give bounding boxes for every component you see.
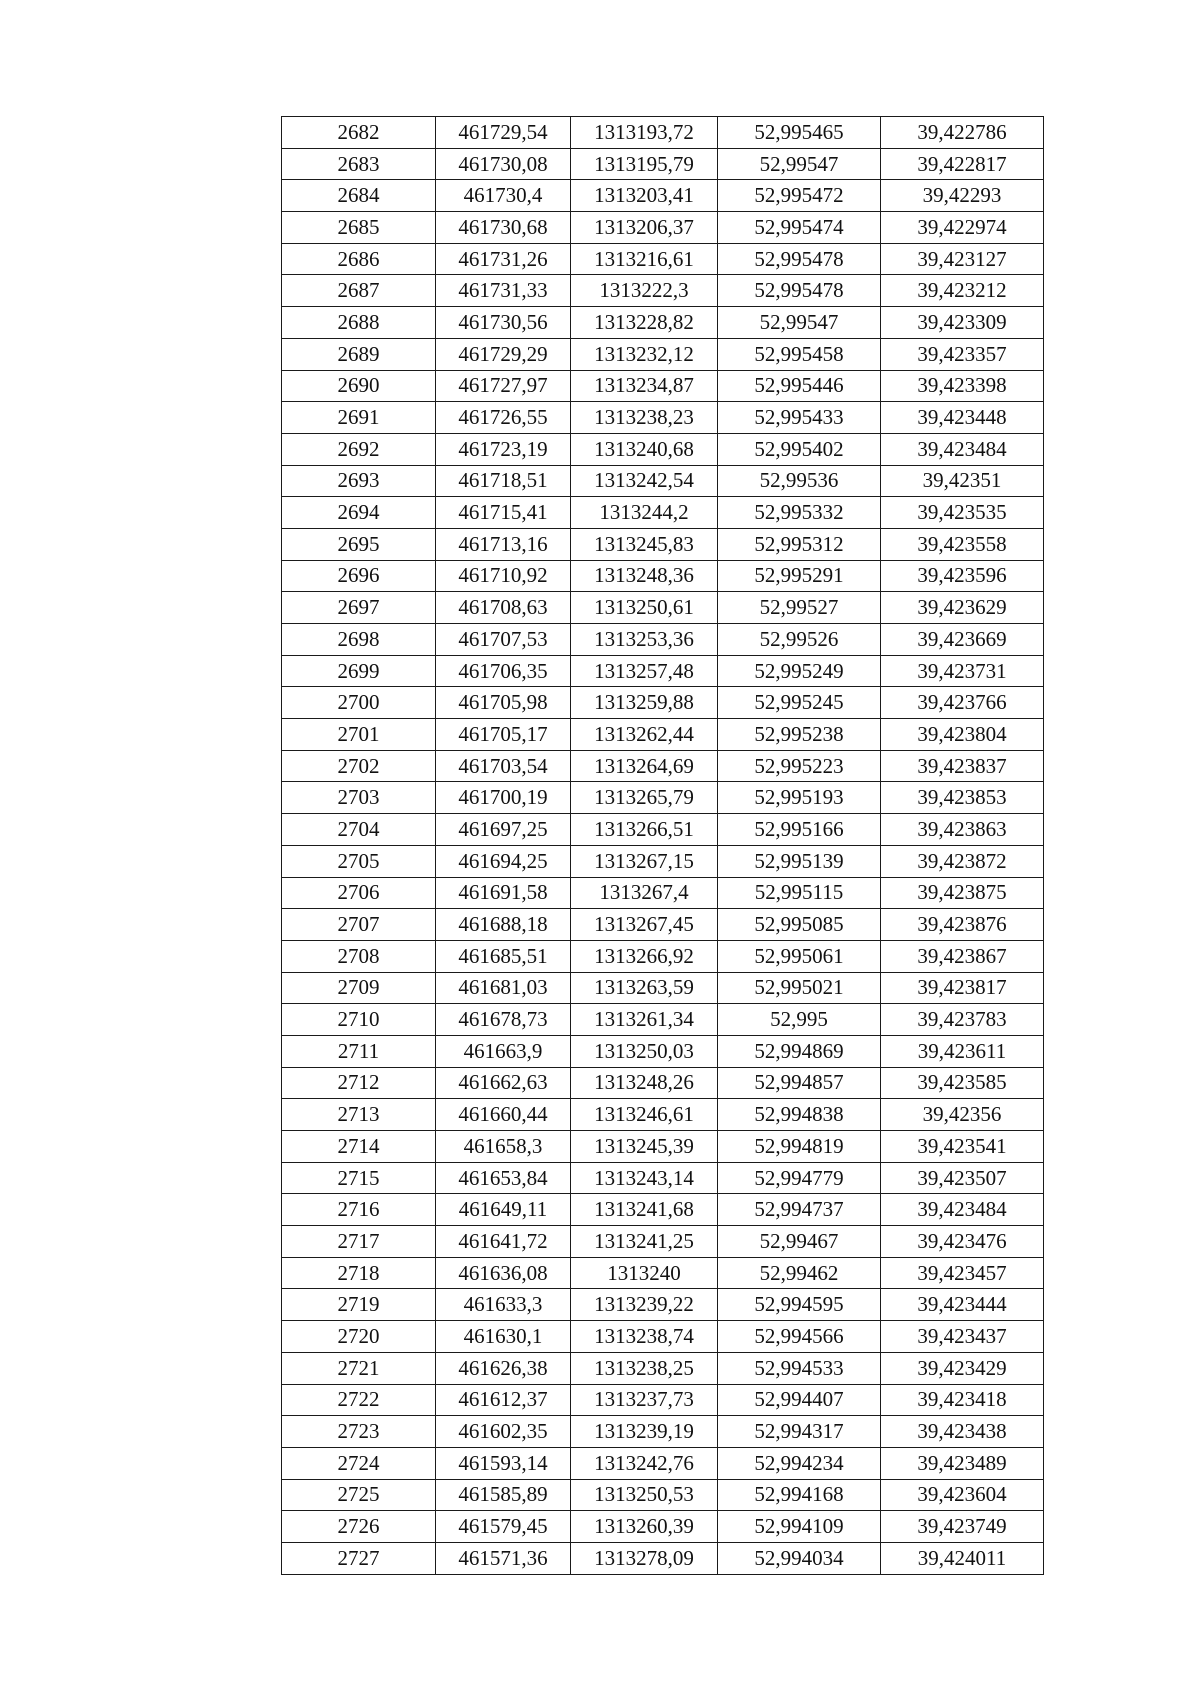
latitude-cell: 52,994819: [718, 1131, 881, 1163]
x-coordinate-cell: 461685,51: [436, 940, 571, 972]
x-coordinate-cell: 461641,72: [436, 1226, 571, 1258]
point-number-cell: 2708: [282, 940, 436, 972]
x-coordinate-cell: 461579,45: [436, 1511, 571, 1543]
latitude-cell: 52,994857: [718, 1067, 881, 1099]
point-number-cell: 2699: [282, 655, 436, 687]
table-row: [282, 1289, 1044, 1321]
latitude-cell: 52,99536: [718, 465, 881, 497]
longitude-cell: 39,423872: [881, 845, 1044, 877]
y-coordinate-cell: 1313206,37: [571, 212, 718, 244]
x-coordinate-cell: 461705,98: [436, 687, 571, 719]
latitude-cell: 52,995446: [718, 370, 881, 402]
x-coordinate-cell: 461730,08: [436, 148, 571, 180]
latitude-cell: 52,994234: [718, 1447, 881, 1479]
latitude-cell: 52,995465: [718, 117, 881, 149]
y-coordinate-cell: 1313248,26: [571, 1067, 718, 1099]
longitude-cell: 39,423867: [881, 940, 1044, 972]
point-number-cell: 2701: [282, 719, 436, 751]
longitude-cell: 39,423876: [881, 909, 1044, 941]
y-coordinate-cell: 1313239,22: [571, 1289, 718, 1321]
longitude-cell: 39,42293: [881, 180, 1044, 212]
point-number-cell: 2693: [282, 465, 436, 497]
y-coordinate-cell: 1313261,34: [571, 1004, 718, 1036]
y-coordinate-cell: 1313266,92: [571, 940, 718, 972]
table-row: [282, 243, 1044, 275]
latitude-cell: 52,995115: [718, 877, 881, 909]
table-row: [282, 307, 1044, 339]
point-number-cell: 2692: [282, 433, 436, 465]
point-number-cell: 2718: [282, 1257, 436, 1289]
y-coordinate-cell: 1313232,12: [571, 338, 718, 370]
longitude-cell: 39,423817: [881, 972, 1044, 1004]
latitude-cell: 52,994109: [718, 1511, 881, 1543]
x-coordinate-cell: 461593,14: [436, 1447, 571, 1479]
table-row: [282, 370, 1044, 402]
point-number-cell: 2725: [282, 1479, 436, 1511]
point-number-cell: 2720: [282, 1321, 436, 1353]
table-row: [282, 655, 1044, 687]
latitude-cell: 52,994034: [718, 1542, 881, 1574]
longitude-cell: 39,423585: [881, 1067, 1044, 1099]
point-number-cell: 2706: [282, 877, 436, 909]
y-coordinate-cell: 1313195,79: [571, 148, 718, 180]
point-number-cell: 2685: [282, 212, 436, 244]
table-row: [282, 1131, 1044, 1163]
y-coordinate-cell: 1313259,88: [571, 687, 718, 719]
longitude-cell: 39,423629: [881, 592, 1044, 624]
y-coordinate-cell: 1313264,69: [571, 750, 718, 782]
longitude-cell: 39,422786: [881, 117, 1044, 149]
latitude-cell: 52,995332: [718, 497, 881, 529]
point-number-cell: 2700: [282, 687, 436, 719]
table-row: [282, 1194, 1044, 1226]
table-row: [282, 1321, 1044, 1353]
x-coordinate-cell: 461729,54: [436, 117, 571, 149]
y-coordinate-cell: 1313241,68: [571, 1194, 718, 1226]
table-row: [282, 1035, 1044, 1067]
longitude-cell: 39,423749: [881, 1511, 1044, 1543]
longitude-cell: 39,423476: [881, 1226, 1044, 1258]
y-coordinate-cell: 1313257,48: [571, 655, 718, 687]
y-coordinate-cell: 1313265,79: [571, 782, 718, 814]
latitude-cell: 52,994533: [718, 1352, 881, 1384]
table-row: [282, 592, 1044, 624]
point-number-cell: 2719: [282, 1289, 436, 1321]
x-coordinate-cell: 461730,4: [436, 180, 571, 212]
table-row: [282, 560, 1044, 592]
point-number-cell: 2707: [282, 909, 436, 941]
table-row: [282, 1257, 1044, 1289]
longitude-cell: 39,423489: [881, 1447, 1044, 1479]
x-coordinate-cell: 461678,73: [436, 1004, 571, 1036]
table-row: [282, 117, 1044, 149]
point-number-cell: 2702: [282, 750, 436, 782]
latitude-cell: 52,995085: [718, 909, 881, 941]
longitude-cell: 39,423766: [881, 687, 1044, 719]
latitude-cell: 52,994595: [718, 1289, 881, 1321]
table-row: [282, 1542, 1044, 1574]
latitude-cell: 52,995291: [718, 560, 881, 592]
table-row: [282, 465, 1044, 497]
y-coordinate-cell: 1313238,23: [571, 402, 718, 434]
longitude-cell: 39,423309: [881, 307, 1044, 339]
latitude-cell: 52,995312: [718, 528, 881, 560]
x-coordinate-cell: 461694,25: [436, 845, 571, 877]
point-number-cell: 2724: [282, 1447, 436, 1479]
table-row: [282, 338, 1044, 370]
point-number-cell: 2716: [282, 1194, 436, 1226]
longitude-cell: 39,423418: [881, 1384, 1044, 1416]
latitude-cell: 52,995474: [718, 212, 881, 244]
table-row: [282, 180, 1044, 212]
x-coordinate-cell: 461662,63: [436, 1067, 571, 1099]
y-coordinate-cell: 1313240: [571, 1257, 718, 1289]
x-coordinate-cell: 461585,89: [436, 1479, 571, 1511]
y-coordinate-cell: 1313193,72: [571, 117, 718, 149]
point-number-cell: 2727: [282, 1542, 436, 1574]
point-number-cell: 2726: [282, 1511, 436, 1543]
x-coordinate-cell: 461571,36: [436, 1542, 571, 1574]
y-coordinate-cell: 1313246,61: [571, 1099, 718, 1131]
table-row: [282, 624, 1044, 656]
latitude-cell: 52,995166: [718, 814, 881, 846]
point-number-cell: 2712: [282, 1067, 436, 1099]
longitude-cell: 39,423437: [881, 1321, 1044, 1353]
longitude-cell: 39,423484: [881, 1194, 1044, 1226]
table-row: [282, 1447, 1044, 1479]
point-number-cell: 2696: [282, 560, 436, 592]
latitude-cell: 52,995139: [718, 845, 881, 877]
x-coordinate-cell: 461727,97: [436, 370, 571, 402]
y-coordinate-cell: 1313250,53: [571, 1479, 718, 1511]
longitude-cell: 39,423541: [881, 1131, 1044, 1163]
y-coordinate-cell: 1313237,73: [571, 1384, 718, 1416]
x-coordinate-cell: 461636,08: [436, 1257, 571, 1289]
longitude-cell: 39,423596: [881, 560, 1044, 592]
x-coordinate-cell: 461731,33: [436, 275, 571, 307]
y-coordinate-cell: 1313260,39: [571, 1511, 718, 1543]
longitude-cell: 39,423429: [881, 1352, 1044, 1384]
latitude-cell: 52,995021: [718, 972, 881, 1004]
y-coordinate-cell: 1313248,36: [571, 560, 718, 592]
y-coordinate-cell: 1313278,09: [571, 1542, 718, 1574]
latitude-cell: 52,99462: [718, 1257, 881, 1289]
point-number-cell: 2698: [282, 624, 436, 656]
x-coordinate-cell: 461729,29: [436, 338, 571, 370]
y-coordinate-cell: 1313245,83: [571, 528, 718, 560]
x-coordinate-cell: 461612,37: [436, 1384, 571, 1416]
x-coordinate-cell: 461718,51: [436, 465, 571, 497]
x-coordinate-cell: 461691,58: [436, 877, 571, 909]
longitude-cell: 39,423669: [881, 624, 1044, 656]
latitude-cell: 52,995433: [718, 402, 881, 434]
y-coordinate-cell: 1313228,82: [571, 307, 718, 339]
x-coordinate-cell: 461700,19: [436, 782, 571, 814]
x-coordinate-cell: 461653,84: [436, 1162, 571, 1194]
point-number-cell: 2704: [282, 814, 436, 846]
point-number-cell: 2682: [282, 117, 436, 149]
x-coordinate-cell: 461707,53: [436, 624, 571, 656]
y-coordinate-cell: 1313250,61: [571, 592, 718, 624]
point-number-cell: 2689: [282, 338, 436, 370]
x-coordinate-cell: 461708,63: [436, 592, 571, 624]
longitude-cell: 39,423863: [881, 814, 1044, 846]
point-number-cell: 2697: [282, 592, 436, 624]
table-row: [282, 782, 1044, 814]
latitude-cell: 52,995223: [718, 750, 881, 782]
x-coordinate-cell: 461731,26: [436, 243, 571, 275]
latitude-cell: 52,995061: [718, 940, 881, 972]
point-number-cell: 2710: [282, 1004, 436, 1036]
point-number-cell: 2715: [282, 1162, 436, 1194]
longitude-cell: 39,423604: [881, 1479, 1044, 1511]
y-coordinate-cell: 1313238,25: [571, 1352, 718, 1384]
point-number-cell: 2691: [282, 402, 436, 434]
longitude-cell: 39,424011: [881, 1542, 1044, 1574]
x-coordinate-cell: 461649,11: [436, 1194, 571, 1226]
latitude-cell: 52,995478: [718, 243, 881, 275]
point-number-cell: 2709: [282, 972, 436, 1004]
table-row: [282, 1099, 1044, 1131]
latitude-cell: 52,994317: [718, 1416, 881, 1448]
table-row: [282, 1416, 1044, 1448]
longitude-cell: 39,423438: [881, 1416, 1044, 1448]
longitude-cell: 39,42356: [881, 1099, 1044, 1131]
point-number-cell: 2722: [282, 1384, 436, 1416]
table-row: [282, 845, 1044, 877]
y-coordinate-cell: 1313234,87: [571, 370, 718, 402]
latitude-cell: 52,994566: [718, 1321, 881, 1353]
latitude-cell: 52,995458: [718, 338, 881, 370]
y-coordinate-cell: 1313250,03: [571, 1035, 718, 1067]
x-coordinate-cell: 461710,92: [436, 560, 571, 592]
y-coordinate-cell: 1313253,36: [571, 624, 718, 656]
table-row: [282, 275, 1044, 307]
x-coordinate-cell: 461681,03: [436, 972, 571, 1004]
y-coordinate-cell: 1313242,76: [571, 1447, 718, 1479]
longitude-cell: 39,423448: [881, 402, 1044, 434]
x-coordinate-cell: 461703,54: [436, 750, 571, 782]
point-number-cell: 2713: [282, 1099, 436, 1131]
x-coordinate-cell: 461715,41: [436, 497, 571, 529]
longitude-cell: 39,423731: [881, 655, 1044, 687]
x-coordinate-cell: 461705,17: [436, 719, 571, 751]
x-coordinate-cell: 461663,9: [436, 1035, 571, 1067]
table-row: [282, 687, 1044, 719]
point-number-cell: 2723: [282, 1416, 436, 1448]
longitude-cell: 39,422817: [881, 148, 1044, 180]
latitude-cell: 52,995402: [718, 433, 881, 465]
table-row: [282, 402, 1044, 434]
longitude-cell: 39,42351: [881, 465, 1044, 497]
y-coordinate-cell: 1313241,25: [571, 1226, 718, 1258]
longitude-cell: 39,423484: [881, 433, 1044, 465]
y-coordinate-cell: 1313203,41: [571, 180, 718, 212]
point-number-cell: 2714: [282, 1131, 436, 1163]
longitude-cell: 39,423457: [881, 1257, 1044, 1289]
latitude-cell: 52,994869: [718, 1035, 881, 1067]
x-coordinate-cell: 461706,35: [436, 655, 571, 687]
coordinates-table: [281, 116, 1044, 1575]
y-coordinate-cell: 1313244,2: [571, 497, 718, 529]
table-row: [282, 528, 1044, 560]
point-number-cell: 2687: [282, 275, 436, 307]
table-row: [282, 212, 1044, 244]
table-row: [282, 1479, 1044, 1511]
longitude-cell: 39,423212: [881, 275, 1044, 307]
point-number-cell: 2703: [282, 782, 436, 814]
coordinates-table-body: [282, 117, 1044, 1575]
table-row: [282, 940, 1044, 972]
point-number-cell: 2690: [282, 370, 436, 402]
y-coordinate-cell: 1313266,51: [571, 814, 718, 846]
latitude-cell: 52,995193: [718, 782, 881, 814]
x-coordinate-cell: 461633,3: [436, 1289, 571, 1321]
table-row: [282, 1352, 1044, 1384]
point-number-cell: 2721: [282, 1352, 436, 1384]
point-number-cell: 2695: [282, 528, 436, 560]
table-row: [282, 750, 1044, 782]
longitude-cell: 39,422974: [881, 212, 1044, 244]
longitude-cell: 39,423127: [881, 243, 1044, 275]
y-coordinate-cell: 1313267,15: [571, 845, 718, 877]
longitude-cell: 39,423357: [881, 338, 1044, 370]
table-row: [282, 1162, 1044, 1194]
y-coordinate-cell: 1313240,68: [571, 433, 718, 465]
longitude-cell: 39,423535: [881, 497, 1044, 529]
x-coordinate-cell: 461723,19: [436, 433, 571, 465]
point-number-cell: 2711: [282, 1035, 436, 1067]
longitude-cell: 39,423853: [881, 782, 1044, 814]
latitude-cell: 52,995245: [718, 687, 881, 719]
x-coordinate-cell: 461730,68: [436, 212, 571, 244]
table-row: [282, 719, 1044, 751]
y-coordinate-cell: 1313222,3: [571, 275, 718, 307]
longitude-cell: 39,423398: [881, 370, 1044, 402]
x-coordinate-cell: 461660,44: [436, 1099, 571, 1131]
y-coordinate-cell: 1313245,39: [571, 1131, 718, 1163]
latitude-cell: 52,99547: [718, 148, 881, 180]
longitude-cell: 39,423783: [881, 1004, 1044, 1036]
x-coordinate-cell: 461630,1: [436, 1321, 571, 1353]
table-row: [282, 972, 1044, 1004]
latitude-cell: 52,995: [718, 1004, 881, 1036]
latitude-cell: 52,99467: [718, 1226, 881, 1258]
y-coordinate-cell: 1313267,4: [571, 877, 718, 909]
x-coordinate-cell: 461726,55: [436, 402, 571, 434]
longitude-cell: 39,423558: [881, 528, 1044, 560]
x-coordinate-cell: 461730,56: [436, 307, 571, 339]
point-number-cell: 2717: [282, 1226, 436, 1258]
table-row: [282, 1226, 1044, 1258]
latitude-cell: 52,995472: [718, 180, 881, 212]
table-row: [282, 433, 1044, 465]
latitude-cell: 52,99527: [718, 592, 881, 624]
longitude-cell: 39,423611: [881, 1035, 1044, 1067]
table-row: [282, 1067, 1044, 1099]
latitude-cell: 52,99547: [718, 307, 881, 339]
x-coordinate-cell: 461713,16: [436, 528, 571, 560]
x-coordinate-cell: 461688,18: [436, 909, 571, 941]
point-number-cell: 2705: [282, 845, 436, 877]
latitude-cell: 52,994168: [718, 1479, 881, 1511]
table-row: [282, 1511, 1044, 1543]
point-number-cell: 2694: [282, 497, 436, 529]
latitude-cell: 52,995249: [718, 655, 881, 687]
point-number-cell: 2686: [282, 243, 436, 275]
latitude-cell: 52,995238: [718, 719, 881, 751]
y-coordinate-cell: 1313216,61: [571, 243, 718, 275]
y-coordinate-cell: 1313243,14: [571, 1162, 718, 1194]
longitude-cell: 39,423444: [881, 1289, 1044, 1321]
longitude-cell: 39,423875: [881, 877, 1044, 909]
latitude-cell: 52,995478: [718, 275, 881, 307]
y-coordinate-cell: 1313267,45: [571, 909, 718, 941]
table-row: [282, 1384, 1044, 1416]
table-row: [282, 877, 1044, 909]
latitude-cell: 52,994737: [718, 1194, 881, 1226]
y-coordinate-cell: 1313242,54: [571, 465, 718, 497]
table-row: [282, 497, 1044, 529]
y-coordinate-cell: 1313262,44: [571, 719, 718, 751]
table-row: [282, 814, 1044, 846]
latitude-cell: 52,994779: [718, 1162, 881, 1194]
table-row: [282, 909, 1044, 941]
x-coordinate-cell: 461602,35: [436, 1416, 571, 1448]
latitude-cell: 52,994407: [718, 1384, 881, 1416]
longitude-cell: 39,423804: [881, 719, 1044, 751]
x-coordinate-cell: 461658,3: [436, 1131, 571, 1163]
table-row: [282, 148, 1044, 180]
longitude-cell: 39,423837: [881, 750, 1044, 782]
y-coordinate-cell: 1313263,59: [571, 972, 718, 1004]
table-row: [282, 1004, 1044, 1036]
point-number-cell: 2684: [282, 180, 436, 212]
point-number-cell: 2688: [282, 307, 436, 339]
longitude-cell: 39,423507: [881, 1162, 1044, 1194]
y-coordinate-cell: 1313238,74: [571, 1321, 718, 1353]
x-coordinate-cell: 461626,38: [436, 1352, 571, 1384]
point-number-cell: 2683: [282, 148, 436, 180]
y-coordinate-cell: 1313239,19: [571, 1416, 718, 1448]
x-coordinate-cell: 461697,25: [436, 814, 571, 846]
latitude-cell: 52,994838: [718, 1099, 881, 1131]
latitude-cell: 52,99526: [718, 624, 881, 656]
